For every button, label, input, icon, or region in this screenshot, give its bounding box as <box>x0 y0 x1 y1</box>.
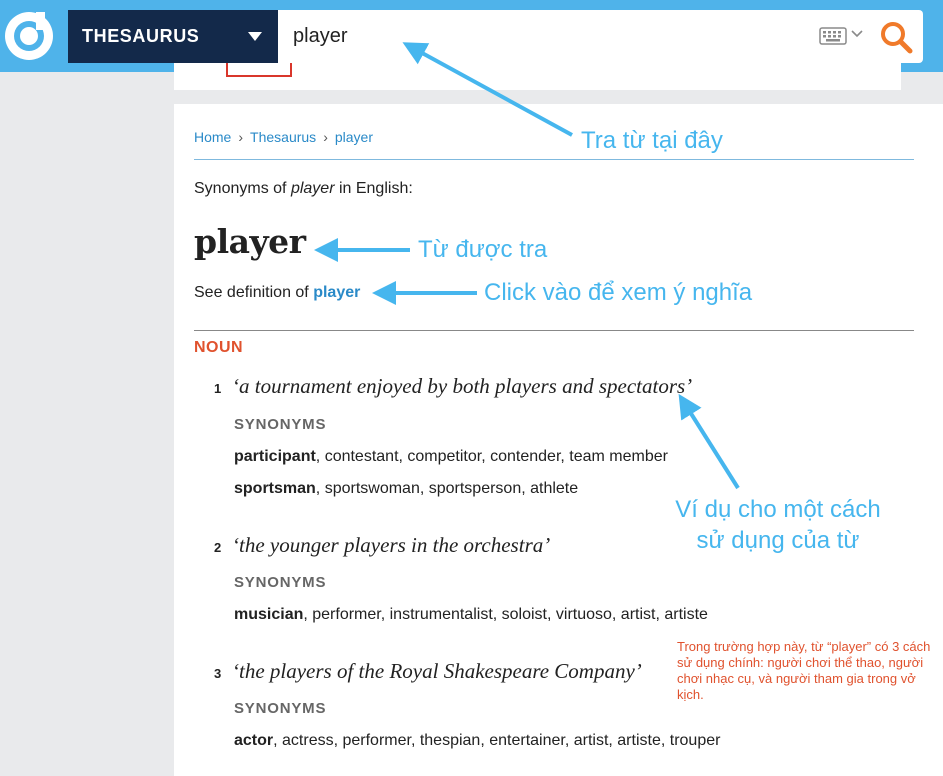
sense-example: ‘the younger players in the orchestra’ <box>232 533 551 557</box>
synonyms-label: SYNONYMS <box>234 700 327 717</box>
search-icon[interactable] <box>879 20 913 54</box>
annotation-click-definition: Click vào để xem ý nghĩa <box>484 279 753 306</box>
annotation-usage-example <box>658 494 898 556</box>
caret-down-icon <box>248 32 262 41</box>
breadcrumb <box>194 129 373 145</box>
search-box <box>278 10 923 63</box>
dictionary-selector[interactable] <box>68 10 278 63</box>
annotation-looked-up-word: Từ được tra <box>418 236 548 263</box>
header-bar <box>0 0 943 72</box>
breadcrumb-separator: › <box>238 129 244 145</box>
logo-icon[interactable] <box>2 9 56 63</box>
annotation-usage-line-1: Ví dụ cho một cách <box>675 496 881 523</box>
synonym-line <box>234 606 708 624</box>
see-definition <box>194 284 360 302</box>
keyboard-icon[interactable] <box>819 27 847 45</box>
synonym-lead[interactable]: sportsman <box>234 480 316 497</box>
synonyms-of-suffix: in English: <box>334 180 413 197</box>
synonym-rest: , actress, performer, thespian, entertainer, artist, artiste, trouper <box>273 732 721 749</box>
synonym-line <box>234 448 668 466</box>
annotation-search-here: Tra từ tại đây <box>581 127 723 154</box>
synonym-line <box>234 732 720 750</box>
chevron-down-icon[interactable] <box>851 29 863 39</box>
synonyms-of-heading <box>194 180 413 198</box>
annotation-note: Trong trường hợp này, từ “player” có 3 cách sử dụng chính: người chơi thể thao, người chơi nhạc cụ, và người tham gia trong vở kịch. <box>677 639 931 702</box>
sense-number: 3 <box>214 666 222 681</box>
search-input[interactable] <box>278 12 778 62</box>
sense-example: ‘the players of the Royal Shakespeare Company’ <box>232 659 642 683</box>
synonym-lead[interactable]: actor <box>234 732 274 749</box>
sense-number: 1 <box>214 381 222 396</box>
banner-strip <box>174 63 901 90</box>
synonyms-of-prefix: Synonyms of <box>194 180 291 197</box>
dictionary-selector-label: THESAURUS <box>82 26 200 46</box>
synonym-rest: , contestant, competitor, contender, team member <box>315 448 668 465</box>
breadcrumb-separator: › <box>323 129 328 145</box>
see-definition-prefix: See definition of <box>194 284 314 301</box>
synonym-rest: , performer, instrumentalist, soloist, virtuoso, artist, artiste <box>303 606 708 623</box>
part-of-speech: NOUN <box>194 339 244 356</box>
breadcrumb-current[interactable]: player <box>334 129 373 145</box>
synonym-line <box>234 480 578 498</box>
synonym-rest: , sportswoman, sportsperson, athlete <box>315 480 579 497</box>
sense-example: ‘a tournament enjoyed by both players and spectators’ <box>232 374 693 398</box>
synonym-lead[interactable]: participant <box>234 448 316 465</box>
annotation-usage-line-2: sử dụng của từ <box>696 527 860 554</box>
synonym-lead[interactable]: musician <box>234 606 304 623</box>
synonyms-label: SYNONYMS <box>234 574 327 591</box>
breadcrumb-thesaurus[interactable]: Thesaurus <box>250 129 317 145</box>
banner-fragment <box>226 63 292 77</box>
synonyms-of-word: player <box>290 180 335 197</box>
synonyms-label: SYNONYMS <box>234 416 327 433</box>
headword: player <box>194 222 306 261</box>
breadcrumb-divider <box>194 159 914 160</box>
sense-number: 2 <box>214 540 222 555</box>
definition-link[interactable]: player <box>313 284 361 301</box>
breadcrumb-home[interactable]: Home <box>194 129 232 145</box>
section-divider <box>194 330 914 331</box>
